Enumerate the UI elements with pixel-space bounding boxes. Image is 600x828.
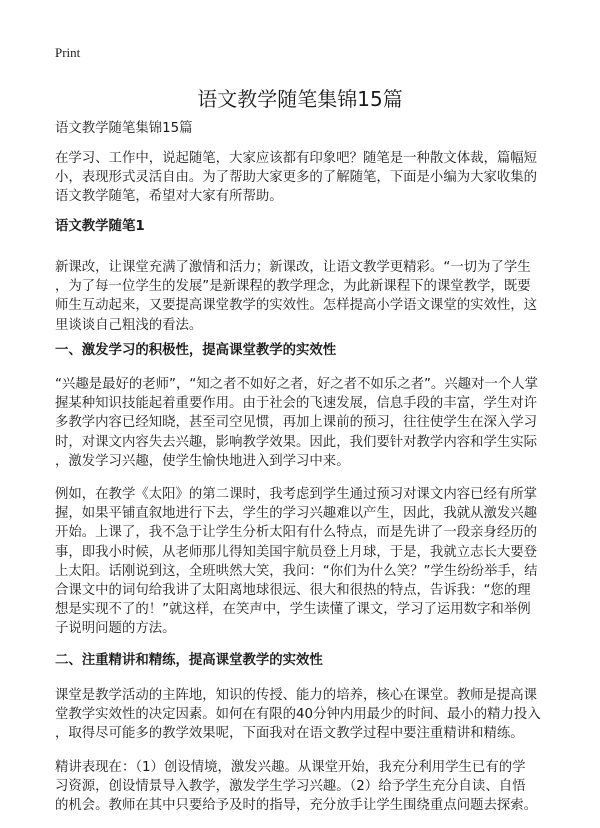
paragraph-5 [55, 758, 555, 816]
text-line: 里谈谈自己粗浅的看法。 [55, 317, 203, 333]
text-line: 语文教学随笔，希望对大家有所帮助。 [55, 189, 283, 205]
text-line: ，取得尽可能多的教学效果呢，下面我对在语文教学过程中要注重精讲和精练。 [55, 726, 524, 742]
text-line: 想是实现不了的！”就这样，在笑声中，学生读懂了课文，学习了运用数字和举例 [55, 602, 531, 618]
text-line: 新课改，让课堂充满了激情和活力；新课改，让语文教学更精彩。“一切为了学生 [55, 260, 531, 275]
text-line: 握某种知识技能起着重要作用。由于社会的飞速发展，信息手段的丰富，学生对许 [55, 396, 538, 412]
paragraph-4 [55, 686, 555, 744]
text-line: 课堂是教学活动的主阵地，知识的传授、能力的培养，核心在课堂。教师是提高课 [55, 688, 538, 703]
text-line: 小，表现形式灵活自由。为了帮助大家更多的了解随笔，下面是小编为大家收集的 [55, 170, 538, 186]
text-line: 多教学内容已经知晓，甚至司空见惯，再加上课前的预习，往往使学生在深入学习 [55, 415, 538, 431]
text-line: 事，即我小时候，从老师那儿得知美国宇航员登上月球，于是，我就立志长大要登 [55, 544, 538, 560]
text-line: ，激发学习兴趣，使学生愉快地进入到学习中来。 [55, 453, 350, 469]
text-line: 在学习、工作中，说起随笔，大家应该都有印象吧？随笔是一种散文体裁，篇幅短 [55, 151, 538, 166]
text-line: 子说明问题的方法。 [55, 621, 176, 637]
text-line: 例如，在教学《太阳》的第二课时，我考虑到学生通过预习对课文内容已经有所掌 [55, 487, 538, 502]
text-line: 师生互动起来，又要提高课堂教学的实效性。怎样提高小学语文课堂的实效性，这 [55, 298, 538, 314]
text-line: 时，对课文内容失去兴趣，影响教学效果。因此，我们要针对教学内容和学生实际 [55, 434, 538, 450]
intro-paragraph [55, 149, 555, 207]
text-line: 上太阳。话刚说到这，全班哄然大笑，我问：“你们为什么笑？”学生纷纷举手，结 [55, 563, 538, 579]
paragraph-3 [55, 485, 555, 639]
text-line: 开始。上课了，我不急于让学生分析太阳有什么特点，而是先讲了一段亲身经历的 [55, 525, 538, 541]
print-link[interactable]: Print [55, 45, 81, 60]
text-line: 握，如果平铺直叙地进行下去，学生的学习兴趣难以产生，因此，我就从激发兴趣 [55, 506, 538, 522]
text-line: 的机会。教师在其中只要给予及时的指导，充分放手让学生围绕重点问题去探索。 [55, 798, 538, 814]
subtitle: 语文教学随笔集锦15篇 [55, 121, 193, 136]
text-line: 精讲表现在：（1）创设情境，激发兴趣。从课堂开始，我充分利用学生已有的学 [55, 760, 526, 775]
text-line: 堂教学实效性的决定因素。如何在有限的40分钟内用最少的时间、最小的精力投入 [55, 707, 541, 723]
text-line: 合课文中的词句给我讲了太阳离地球很远、很大和很热的特点，告诉我：“您的理 [55, 583, 531, 599]
text-line: “兴趣是最好的老师”，“知之者不如好之者，好之者不如乐之者”。兴趣对一个人掌 [55, 377, 539, 392]
paragraph-1 [55, 258, 555, 335]
text-line: 习资源，创设情景导入教学，激发学生学习兴趣。（2）给予学生充分自读、自悟 [55, 779, 526, 795]
section-2-heading: 二、注重精讲和精练，提高课堂教学的实效性 [55, 653, 323, 668]
essay-heading: 语文教学随笔1 [55, 219, 145, 234]
text-line: ，为了每一位学生的发展”是新课程的教学理念，为此新课程下的课堂教学，既要 [55, 279, 531, 295]
paragraph-2 [55, 375, 555, 471]
section-1-heading: 一、激发学习的积极性，提高课堂教学的实效性 [55, 343, 337, 358]
page-title: 语文教学随笔集锦15篇 [197, 87, 403, 111]
